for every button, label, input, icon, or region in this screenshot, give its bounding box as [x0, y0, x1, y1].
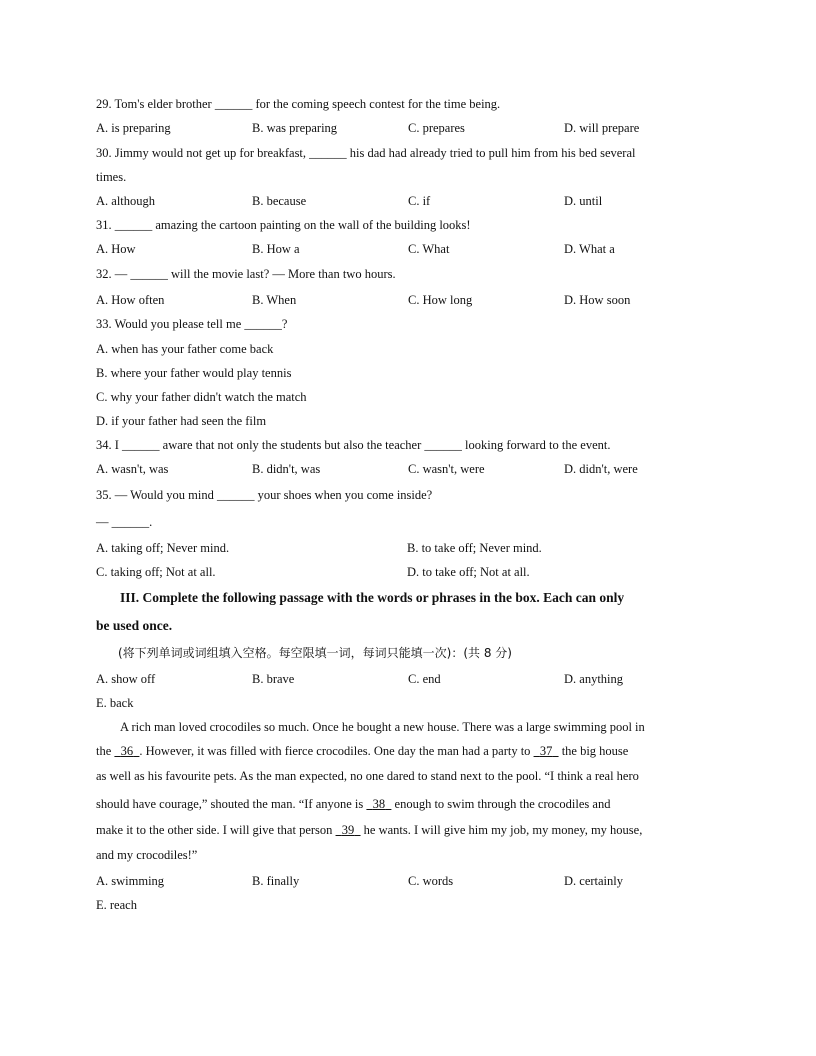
passage-line-2	[96, 743, 628, 759]
blank-39	[336, 823, 361, 837]
option-d: D. anything	[564, 672, 624, 686]
option-b: B. When	[252, 293, 297, 307]
option-d: D. What a	[564, 242, 615, 256]
option-d: D. will prepare	[564, 121, 640, 135]
passage-line-3: as well as his favourite pets. As the man expected, no one dared to stand next to the pool. “I think a real hero	[96, 769, 639, 783]
section-3-heading: III. Complete the following passage with the words or phrases in the box. Each can only	[120, 590, 625, 605]
option-c: C. if	[408, 194, 431, 208]
text: should have courage,” shouted the man. “If anyone is	[96, 797, 364, 811]
section-3-heading-cont: be used once.	[96, 618, 173, 633]
text: the	[96, 744, 112, 758]
blank-number: 38	[372, 797, 386, 811]
passage-line-4	[96, 796, 610, 812]
blank-38	[366, 797, 391, 811]
passage-line-5	[96, 822, 642, 838]
option-a: A. How often	[96, 293, 165, 307]
option-b: B. How a	[252, 242, 300, 256]
passage-line-6: and my crocodiles!”	[96, 848, 198, 862]
option-b: B. brave	[252, 672, 295, 686]
option-b: B. because	[252, 194, 307, 208]
option-d: D. certainly	[564, 874, 624, 888]
option-a: A. wasn't, was	[96, 462, 169, 476]
option-a: A. How	[96, 242, 136, 256]
blank-number: 37	[539, 744, 553, 758]
option-a: A. taking off; Never mind.	[96, 541, 230, 555]
blank-37	[534, 744, 559, 758]
option-b: B. finally	[252, 874, 300, 888]
question-30-stem-cont: times.	[96, 170, 127, 184]
option-a: A. swimming	[96, 874, 165, 888]
question-33-stem: 33. Would you please tell me ______?	[96, 317, 288, 331]
option-c: C. What	[408, 242, 450, 256]
text: the big house	[561, 744, 629, 758]
option-c: C. How long	[408, 293, 473, 307]
question-32-stem: 32. — ______ will the movie last? — More than two hours.	[96, 267, 396, 281]
section-3-instruction: (将下列单词或词组填入空格。每空限填一词，每词只能填一次)：(共 8 分)	[118, 646, 512, 660]
option-c: C. wasn't, were	[408, 462, 485, 476]
option-c: C. prepares	[408, 121, 465, 135]
question-33-option-c: C. why your father didn't watch the match	[96, 390, 307, 404]
option-c: C. taking off; Not at all.	[96, 565, 216, 579]
option-d: D. to take off; Not at all.	[407, 565, 530, 579]
option-b: B. was preparing	[252, 121, 338, 135]
question-29-stem: 29. Tom's elder brother ______ for the coming speech contest for the time being.	[96, 97, 501, 111]
question-34-stem: 34. I ______ aware that not only the students but also the teacher ______ looking forward to the event.	[96, 438, 611, 452]
option-b: B. to take off; Never mind.	[407, 541, 542, 555]
option-c: C. end	[408, 672, 441, 686]
word-box-2-option-e: E. reach	[96, 898, 137, 912]
passage-line-1: A rich man loved crocodiles so much. Once he bought a new house. There was a large swimming pool in	[120, 720, 645, 734]
question-31-stem: 31. ______ amazing the cartoon painting on the wall of the building looks!	[96, 218, 471, 232]
option-a: A. although	[96, 194, 156, 208]
question-30-stem: 30. Jimmy would not get up for breakfast, ______ his dad had already tried to pull him from his bed several	[96, 146, 636, 160]
option-b: B. didn't, was	[252, 462, 321, 476]
question-35-stem: 35. — Would you mind ______ your shoes when you come inside?	[96, 488, 433, 502]
blank-36	[114, 744, 139, 758]
option-c: C. words	[408, 874, 454, 888]
option-d: D. didn't, were	[564, 462, 638, 476]
blank-number: 39	[341, 823, 355, 837]
option-a: A. is preparing	[96, 121, 171, 135]
text: he wants. I will give him my job, my money, my house,	[363, 823, 643, 837]
blank-number: 36	[120, 744, 134, 758]
option-d: D. until	[564, 194, 603, 208]
question-35-reply: — ______.	[96, 515, 153, 529]
text: make it to the other side. I will give that person	[96, 823, 333, 837]
option-a: A. show off	[96, 672, 156, 686]
option-d: D. How soon	[564, 293, 631, 307]
word-box-1-option-e: E. back	[96, 696, 134, 710]
text: . However, it was filled with fierce crocodiles. One day the man had a party to	[139, 744, 531, 758]
question-33-option-d: D. if your father had seen the film	[96, 414, 267, 428]
question-33-option-b: B. where your father would play tennis	[96, 366, 292, 380]
question-33-option-a: A. when has your father come back	[96, 342, 274, 356]
text: enough to swim through the crocodiles and	[394, 797, 611, 811]
